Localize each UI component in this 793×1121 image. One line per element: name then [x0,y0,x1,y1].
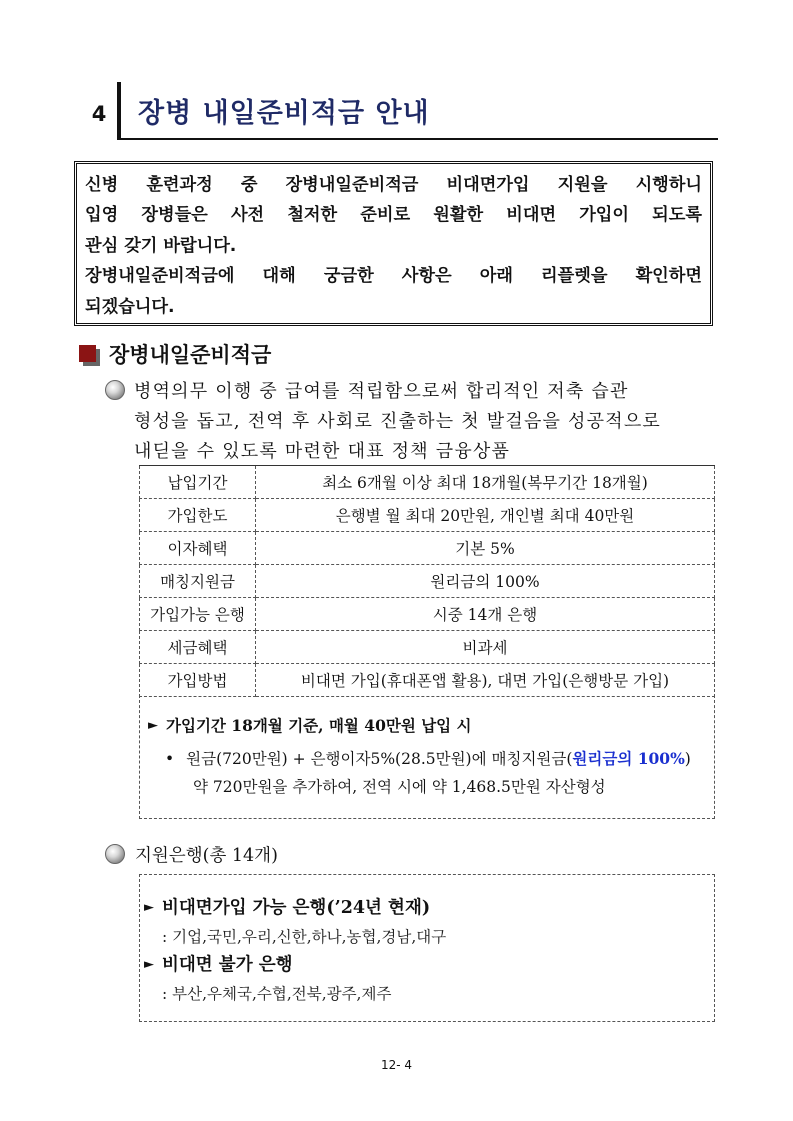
intro-line: 병역의무 이행 중 급여를 적립함으로써 합리적인 저축 습관 [134,381,629,402]
page-number: 12- 4 [380,1058,413,1072]
notice-line: 되겠습니다. [85,296,175,317]
available-banks-heading-text: 비대면가입 가능 은행(’24년 현재) [162,898,431,918]
example-line-1 [165,747,691,769]
intro-line: 형성을 돕고, 전역 후 사회로 진출하는 첫 발걸음을 성공적으로 [134,411,661,432]
dot-bullet-icon: • [165,750,175,768]
intro-line: 내딛을 수 있도록 마련한 대표 정책 금융상품 [134,441,511,462]
table-row [140,499,715,532]
notice-box [74,161,713,326]
row-value: 시중 14개 은행 [256,598,715,631]
banks-title: 지원은행(총 14개) [135,846,278,866]
row-value: 최소 6개월 이상 최대 18개월(복무기간 18개월) [256,466,715,499]
circle-bullet-icon [105,844,125,864]
row-value: 기본 5% [256,532,715,565]
subheading: 장병내일준비적금 [109,343,272,367]
example-line-2: 약 720만원을 추가하여, 전역 시에 약 1,468.5만원 자산형성 [193,778,606,796]
row-value: 비과세 [256,631,715,664]
row-label: 세금혜택 [140,631,256,664]
row-value: 원리금의 100% [256,565,715,598]
row-label: 가입가능 은행 [140,598,256,631]
row-label: 납입기간 [140,466,256,499]
section-number: 4 [91,102,107,126]
intro-text [134,377,714,467]
table-row [140,664,715,697]
info-table [139,465,715,697]
unavailable-banks-heading [144,951,293,976]
row-label: 매칭지원금 [140,565,256,598]
triangle-marker-icon: ► [148,718,158,733]
circle-bullet-icon [105,380,125,400]
row-label: 가입방법 [140,664,256,697]
example-heading [148,714,472,736]
notice-line: 장병내일준비적금에 대해 궁금한 사항은 아래 리플렛을 확인하면 [85,266,702,287]
table-row [140,532,715,565]
section-divider [117,82,121,140]
example-highlight: 원리금의 100% [572,749,685,768]
example-text: 원금(720만원) + 은행이자5%(28.5만원)에 매칭지원금( [186,750,573,768]
triangle-marker-icon: ► [144,957,154,972]
section-title: 장병 내일준비적금 안내 [138,97,430,129]
available-banks-list: : 기업,국민,우리,신한,하나,농협,경남,대구 [162,928,447,946]
example-heading-text: 가입기간 18개월 기준, 매월 40만원 납입 시 [166,716,472,735]
row-value: 비대면 가입(휴대폰앱 활용), 대면 가입(은행방문 가입) [256,664,715,697]
table-row [140,565,715,598]
notice-line: 입영 장병들은 사전 철저한 준비로 원활한 비대면 가입이 되도록 [85,205,702,226]
row-label: 가입한도 [140,499,256,532]
available-banks-heading [144,894,430,919]
triangle-marker-icon: ► [144,900,154,915]
notice-line: 관심 갖기 바랍니다. [85,235,237,256]
unavailable-banks-list: : 부산,우체국,수협,전북,광주,제주 [162,985,392,1003]
example-text: ) [684,750,691,768]
table-row [140,631,715,664]
unavailable-banks-heading-text: 비대면 불가 은행 [162,955,293,975]
table-row [140,598,715,631]
row-value: 은행별 월 최대 20만원, 개인별 최대 40만원 [256,499,715,532]
notice-line: 신병 훈련과정 중 장병내일준비적금 비대면가입 지원을 시행하니 [85,175,702,195]
square-bullet-icon [79,345,96,362]
row-label: 이자혜택 [140,532,256,565]
section-underline [120,138,718,140]
table-row [140,466,715,499]
